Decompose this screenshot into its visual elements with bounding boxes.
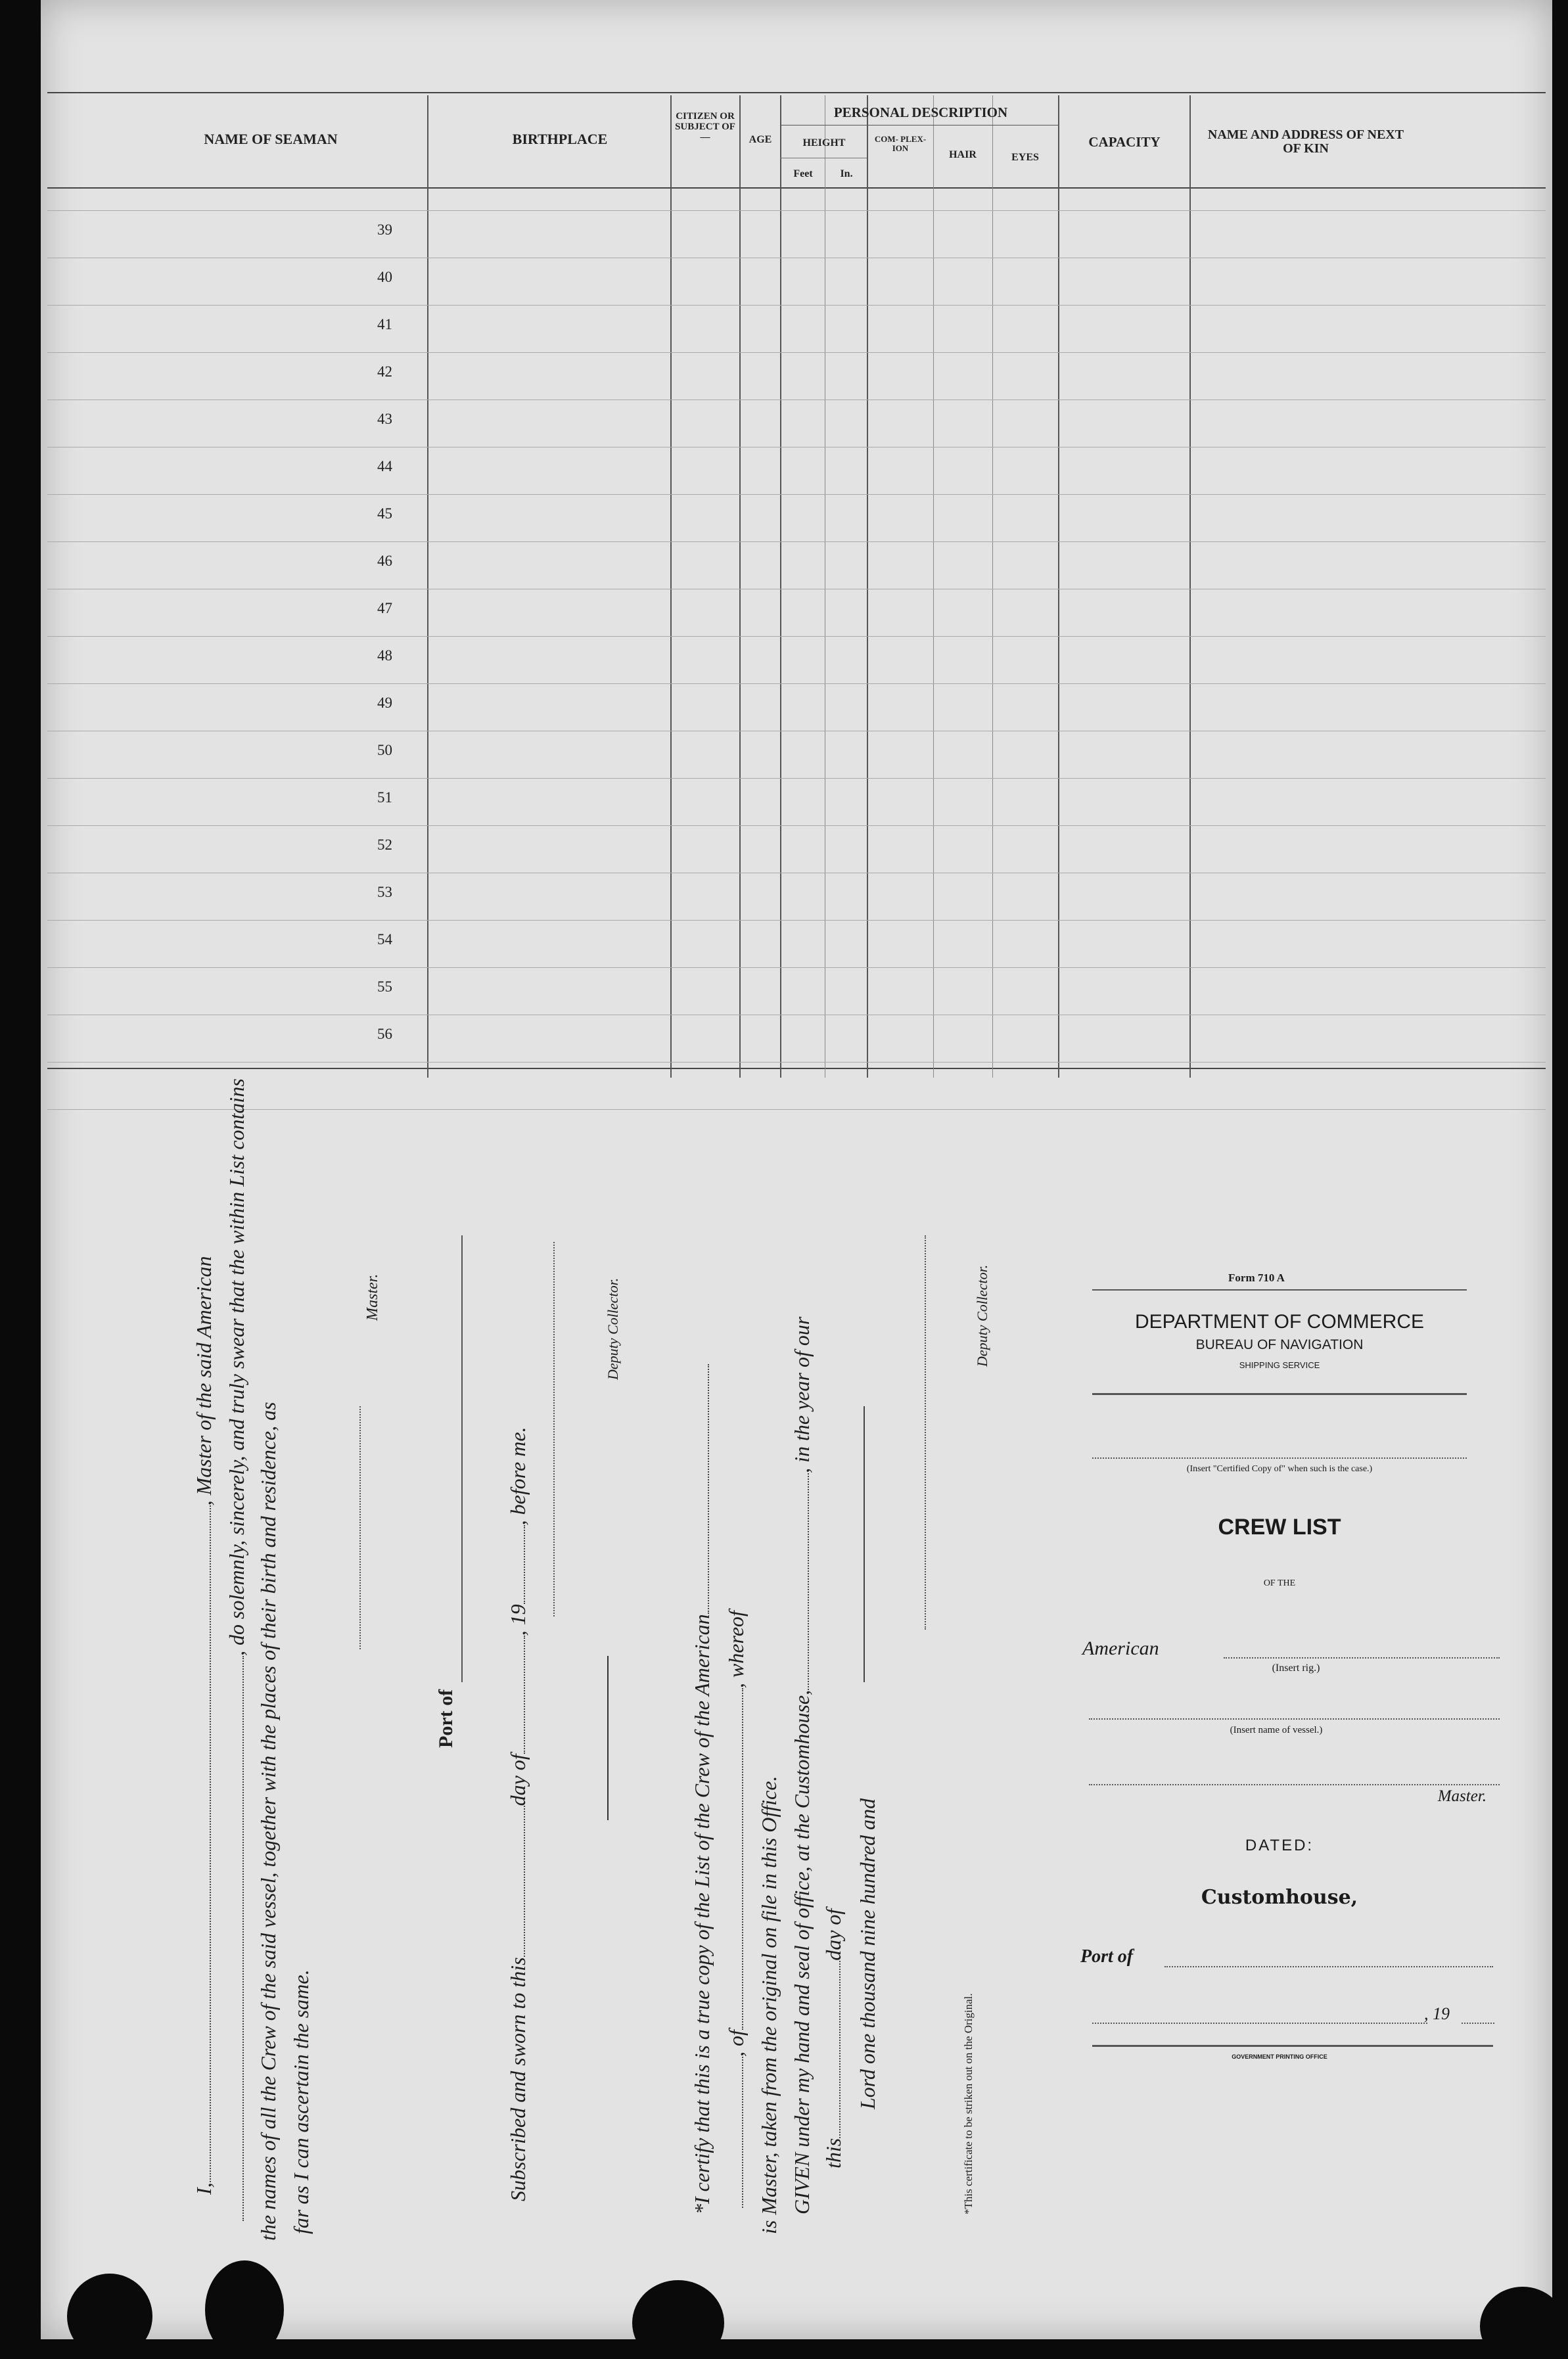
- cover-year-label: , 19: [1424, 2004, 1450, 2023]
- certificate-line-5: [821, 1909, 846, 2168]
- deputy-collector-label: Deputy Collector.: [605, 1277, 621, 1380]
- row-number: 54: [377, 931, 392, 948]
- row-number: 39: [377, 221, 392, 238]
- year-field-line[interactable]: [864, 1406, 865, 1682]
- oath-text: , do solemnly, sincerely, and truly swear that the within List contains: [225, 1078, 248, 1656]
- oath-line-4: far as I can ascertain the same.: [289, 1969, 313, 2234]
- row-rule: [47, 778, 1546, 779]
- row-number: 47: [377, 600, 392, 616]
- master-name-field[interactable]: [210, 1505, 211, 2182]
- oath-line-1: [192, 1256, 216, 2195]
- header-complexion: COM- PLEX- ION: [874, 134, 927, 153]
- certificate-line-4: [790, 1317, 814, 2214]
- header-feet: Feet: [793, 168, 813, 179]
- col-divider: [739, 95, 741, 1078]
- table-top-rule: [47, 92, 1546, 93]
- cert-deputy-signature-line[interactable]: [925, 1235, 926, 1630]
- row-rule: [47, 352, 1546, 353]
- header-inches: In.: [840, 168, 853, 179]
- row-rule: [47, 920, 1546, 921]
- header-hair: HAIR: [949, 149, 977, 160]
- certificate-text: this: [821, 2138, 845, 2168]
- day-field[interactable]: [524, 1806, 525, 1957]
- oath-text: , before me.: [506, 1427, 530, 1526]
- oath-line-3: the names of all the Crew of the said vessel, together with the places of their birth and residence, as: [256, 1402, 280, 2241]
- vessel-name-field[interactable]: [242, 1656, 244, 2221]
- certificate-line-3: is Master, taken from the original on file in this Office.: [757, 1775, 781, 2234]
- vessel-copy-field[interactable]: [708, 1364, 709, 1614]
- of-the-label: OF THE: [1263, 1578, 1296, 1588]
- certificate-text: GIVEN under my hand and seal of office, at the Customhouse,: [790, 1689, 814, 2214]
- row-number: 56: [377, 1026, 392, 1042]
- row-rule: [47, 494, 1546, 495]
- cover-rule: [1092, 2045, 1493, 2047]
- port-of-field[interactable]: [461, 1235, 463, 1682]
- oath-text: I,: [192, 2182, 216, 2195]
- master-name-input[interactable]: [1089, 1784, 1500, 1785]
- master-signature-line[interactable]: [359, 1406, 361, 1649]
- row-rule: [47, 210, 1546, 211]
- month-field[interactable]: [524, 1636, 525, 1754]
- rig-input-field[interactable]: [1224, 1657, 1500, 1659]
- cover-rule: [1092, 1289, 1467, 1291]
- certificate-line-6: [856, 1798, 880, 2109]
- row-number: 55: [377, 978, 392, 995]
- row-number: 41: [377, 316, 392, 332]
- col-divider: [427, 95, 428, 1078]
- row-number: 40: [377, 269, 392, 285]
- customhouse-field[interactable]: [808, 1473, 809, 1690]
- form-number: Form 710 A: [1228, 1271, 1285, 1284]
- row-number: 45: [377, 505, 392, 522]
- insert-rig-note: (Insert rig.): [1272, 1662, 1320, 1674]
- master-label: Master.: [364, 1273, 381, 1321]
- oath-line-2: [225, 1078, 249, 2221]
- oath-text: , 19: [506, 1604, 530, 1636]
- certificate-text: , in the year of our: [790, 1316, 814, 1473]
- col-divider: [780, 95, 781, 1078]
- oath-text: Subscribed and sworn to this: [506, 1957, 530, 2201]
- certificate-footnote: *This certificate to be striken out on the Original.: [962, 1993, 975, 2214]
- row-number: 42: [377, 363, 392, 380]
- certificate-line-1: [690, 1364, 714, 2214]
- cover-year-field[interactable]: [1462, 2023, 1494, 2024]
- customhouse-label: Customhouse,: [1201, 1886, 1358, 1909]
- row-rule: [47, 305, 1546, 306]
- row-rule: [47, 825, 1546, 826]
- col-divider: [933, 95, 934, 1078]
- certificate-text: day of: [821, 1908, 845, 1961]
- certificate-text: , whereof: [724, 1611, 748, 1689]
- header-age: AGE: [749, 134, 772, 145]
- row-number: 53: [377, 884, 392, 900]
- vessel-name-input[interactable]: [1089, 1718, 1500, 1720]
- rig-field[interactable]: [742, 2057, 743, 2208]
- certificate-text: Lord one thousand nine hundred and: [856, 1798, 879, 2109]
- oath-text: , Master of the said American: [192, 1256, 216, 1506]
- cert-day-field[interactable]: [839, 1961, 841, 2138]
- header-name: NAME OF SEAMAN: [204, 131, 338, 147]
- certified-copy-field[interactable]: [1092, 1457, 1467, 1459]
- certificate-line-2: [724, 1611, 749, 2208]
- row-number: 44: [377, 458, 392, 474]
- col-divider: [1058, 95, 1059, 1078]
- header-citizen: CITIZEN OR SUBJECT OF—: [675, 111, 735, 143]
- department-name: DEPARTMENT OF COMMERCE: [1134, 1311, 1425, 1333]
- row-rule: [47, 636, 1546, 637]
- row-number: 48: [377, 647, 392, 664]
- header-height: HEIGHT: [802, 137, 846, 149]
- divider-rule: [607, 1656, 609, 1820]
- row-number: 52: [377, 836, 392, 853]
- row-number: 50: [377, 742, 392, 758]
- col-divider: [867, 95, 868, 1078]
- cover-port-field[interactable]: [1164, 1966, 1493, 1967]
- header-capacity: CAPACITY: [1088, 134, 1161, 150]
- row-rule: [47, 1062, 1546, 1063]
- certificate-text: *I certify that this is a true copy of the List of the Crew of the American: [690, 1614, 714, 2214]
- header-bottom-rule: [47, 187, 1546, 189]
- row-number: 51: [377, 789, 392, 806]
- cover-master-label: Master.: [1437, 1787, 1487, 1805]
- page-tear: [67, 2274, 152, 2339]
- row-rule: [47, 683, 1546, 684]
- personal-rule: [780, 125, 1059, 126]
- certificate-text: , of: [724, 2030, 748, 2057]
- header-eyes: EYES: [1011, 152, 1039, 163]
- row-rule: [47, 967, 1546, 968]
- oath-text: day of: [506, 1754, 530, 1806]
- row-rule: [47, 1109, 1546, 1110]
- cover-rule: [1092, 1393, 1467, 1395]
- header-personal: PERSONAL DESCRIPTION: [833, 104, 1008, 120]
- col-divider: [992, 95, 993, 1078]
- deputy-signature-line[interactable]: [553, 1242, 555, 1616]
- crew-list-title: CREW LIST: [1218, 1515, 1341, 1540]
- port-field[interactable]: [742, 1688, 743, 2030]
- col-divider: [1189, 95, 1191, 1078]
- row-number: 49: [377, 695, 392, 711]
- insert-certified-note: (Insert "Certified Copy of" when such is the case.): [1186, 1464, 1373, 1474]
- cert-deputy-collector-label: Deputy Collector.: [974, 1264, 990, 1367]
- col-divider: [670, 95, 672, 1078]
- american-label: American: [1082, 1638, 1159, 1659]
- document-page: [41, 0, 1552, 2339]
- cover-date-field[interactable]: [1092, 2023, 1427, 2024]
- header-birthplace: BIRTHPLACE: [512, 131, 608, 147]
- cover-port-label: Port of: [1080, 1946, 1134, 1967]
- year-field[interactable]: [524, 1525, 525, 1604]
- header-next-of-kin: NAME AND ADDRESS OF NEXT OF KIN: [1207, 127, 1404, 156]
- service-name: SHIPPING SERVICE: [1239, 1360, 1320, 1370]
- port-of-label: Port of: [435, 1689, 457, 1748]
- page-tear: [205, 2260, 284, 2339]
- row-number: 46: [377, 553, 392, 569]
- dated-label: DATED:: [1245, 1837, 1314, 1854]
- row-number: 43: [377, 411, 392, 427]
- bureau-name: BUREAU OF NAVIGATION: [1195, 1337, 1364, 1352]
- page-tear: [632, 2280, 724, 2339]
- printer-note: GOVERNMENT PRINTING OFFICE: [1232, 2053, 1327, 2060]
- insert-name-note: (Insert name of vessel.): [1230, 1725, 1323, 1735]
- page-tear: [1480, 2287, 1552, 2339]
- row-rule: [47, 541, 1546, 542]
- subscribed-line: [506, 1427, 530, 2201]
- table-bottom-rule: [47, 1068, 1546, 1069]
